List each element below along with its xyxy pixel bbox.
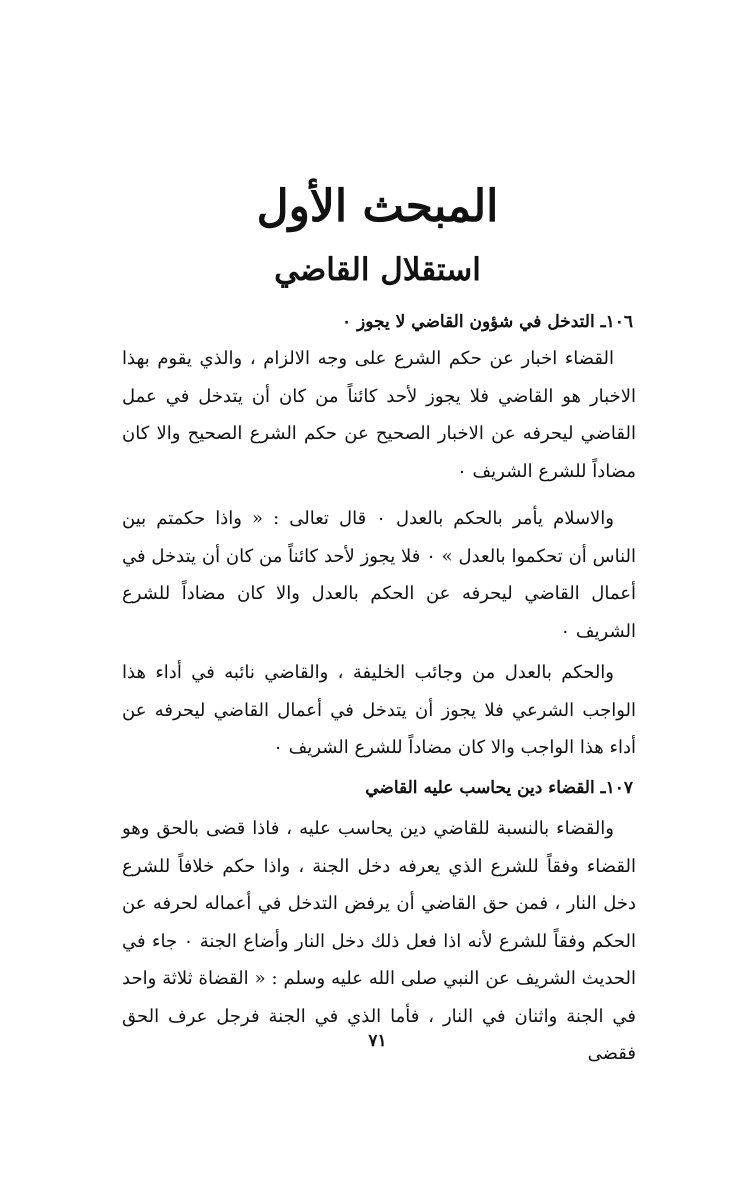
paragraph-106-3 xyxy=(122,654,636,767)
chapter-title: المبحث الأول xyxy=(256,181,499,232)
paragraph-text: والحكم بالعدل من وجائب الخليفة ، والقاضي نائبه في أداء هذا الواجب الشرعي فلا يجوز أن يتدخل في أعمال القاضي ليحرفه عن أداء هذا الواجب والا كان مضاداً للشرع الشريف ٠ xyxy=(122,662,636,758)
paragraph-text: القضاء اخبار عن حكم الشرع على وجه الالزام ، والذي يقوم بهذا الاخبار هو القاضي فلا يجوز لأحد كائناً من كان أن يتدخل في عمل القاضي ليحرفه عن الاخبار الصحيح عن حكم الشرع الصحيح والا كان مضاداً للشرع الشريف ٠ xyxy=(122,348,636,482)
section-heading-106: ١٠٦ـ التدخل في شؤون القاضي لا يجوز ٠ xyxy=(342,312,633,332)
chapter-subtitle: استقلال القاضي xyxy=(274,252,481,288)
paragraph-106-2 xyxy=(122,500,636,650)
section-heading-107: ١٠٧ـ القضاء دين يحاسب عليه القاضي xyxy=(365,778,633,798)
paragraph-106-1 xyxy=(122,340,636,490)
page-number: ٧١ xyxy=(368,1031,387,1051)
paragraph-text: والاسلام يأمر بالحكم بالعدل ٠ قال تعالى : « واذا حكمتم بين الناس أن تحكموا بالعدل » ٠ فلا يجوز لأحد كائناً من كان أن يتدخل في أعمال القاضي ليحرفه عن الحكم بالعدل والا كان مضاداً للشرع الشريف ٠ xyxy=(122,508,636,642)
paragraph-text: والقضاء بالنسبة للقاضي دين يحاسب عليه ، فاذا قضى بالحق وهو القضاء وفقاً للشرع الذي يعرفه دخل الجنة ، واذا حكم خلافاً للشرع دخل النار ، فمن حق القاضي أن يرفض التدخل في أعماله لحرفه عن الحكم وفقاً للشرع لأنه اذا فعل ذلك دخل النار وأضاع الجنة ٠ جاء في الحديث الشريف عن النبي صلى الله عليه وسلم : « القضاة ثلاثة واحد في الجنة واثنان في النار ، فأما الذي في الجنة فرجل عرف الحق فقضى xyxy=(122,818,636,1064)
